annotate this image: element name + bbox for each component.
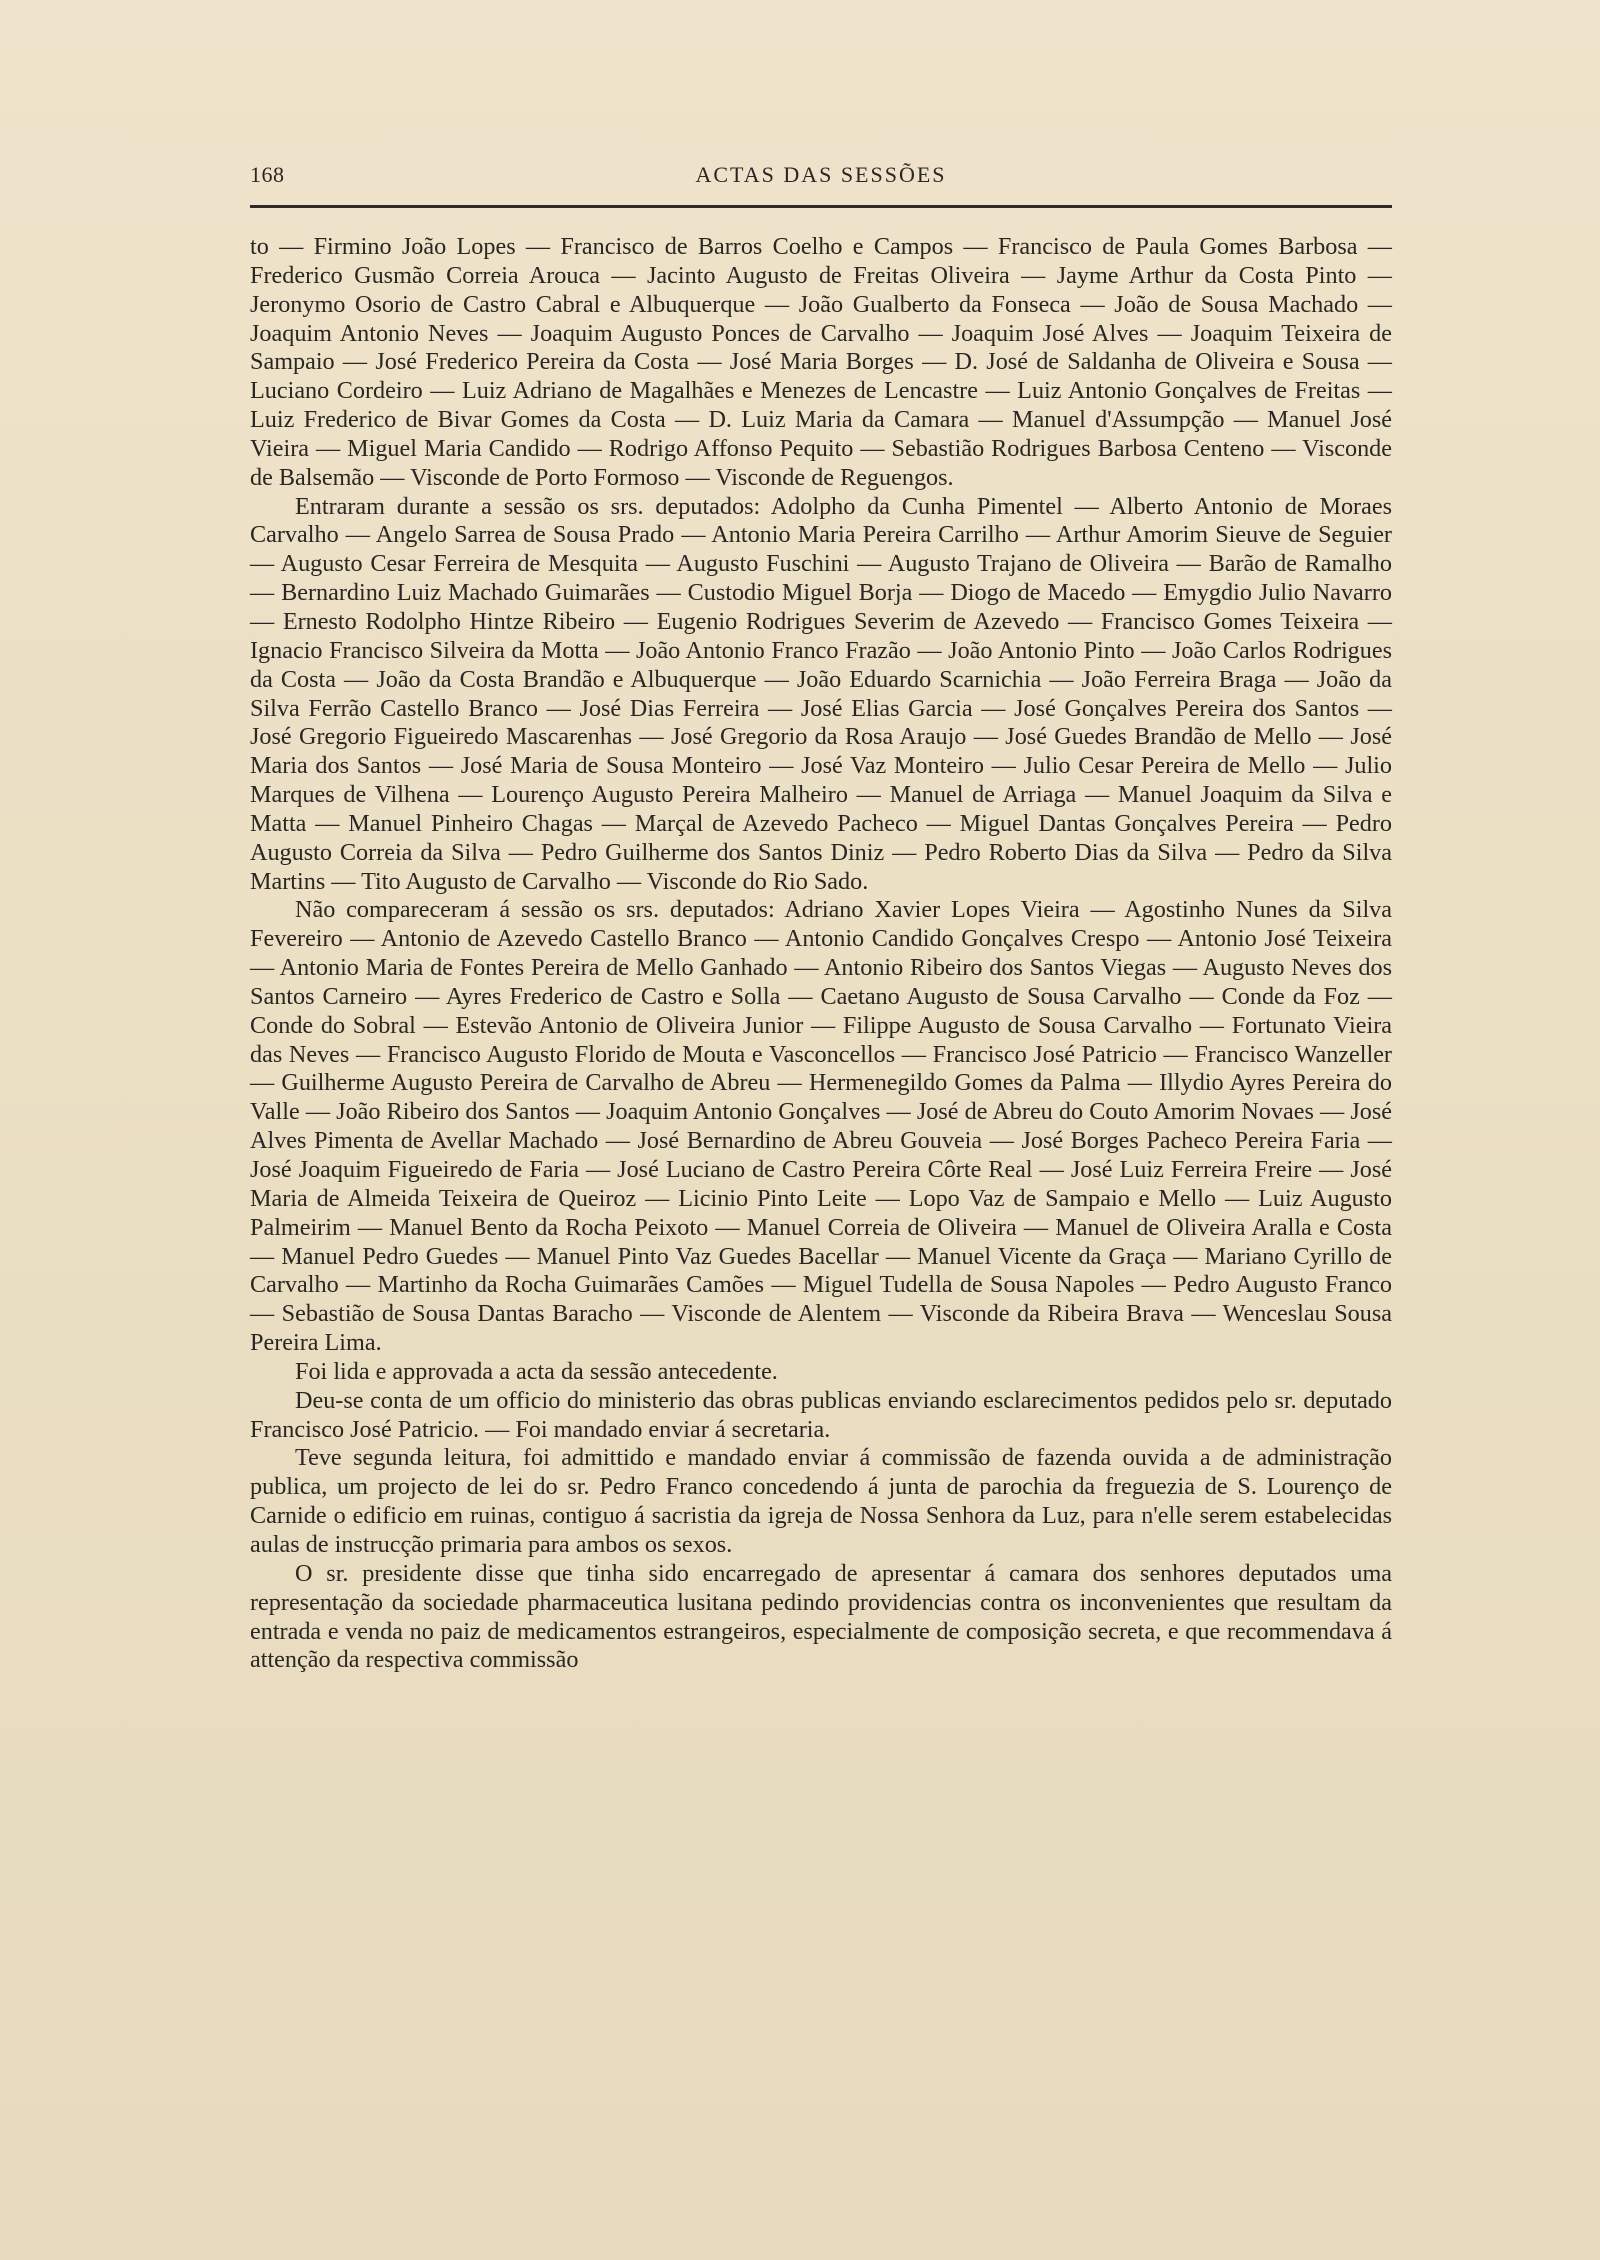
page-number: 168 bbox=[250, 162, 285, 187]
paragraph-minutes-approved: Foi lida e approvada a acta da sessão antecedente. bbox=[295, 1357, 778, 1385]
page-header bbox=[250, 162, 1392, 202]
paragraph-president-representation: O sr. presidente disse que tinha sido encarregado de apresentar á camara dos senhores deputados uma representação da sociedade pharmaceutica lusitana pedindo providencias contra os inconvenientes que resultam da entrada e venda no paiz de medicamentos estrangeiros, especialmente de composição secreta, e que recommendava á attenção da respectiva commissão bbox=[250, 1559, 1392, 1674]
paragraph-ministry-office: Deu-se conta de um officio do ministerio das obras publicas enviando esclarecimentos pedidos pelo sr. deputado Francisco José Patricio. — Foi mandado enviar á secretaria. bbox=[250, 1386, 1392, 1443]
paragraph-present-deputies-continued: to — Firmino João Lopes — Francisco de Barros Coelho e Campos — Francisco de Paula Gomes Barbosa — Frederico Gusmão Correia Arouca — Jacinto Augusto de Freitas Oliveira — Jayme Arthur da Costa Pinto — Jeronymo Osorio de Castro Cabral e Albuquerque — João Gualberto da Fonseca — João de Sousa Machado — Joaquim Antonio Neves — Joaquim Augusto Ponces de Carvalho — Joaquim José Alves — Joaquim Teixeira de Sampaio — José Frederico Pereira da Costa — José Maria Borges — D. José de Saldanha de Oliveira e Sousa — Luciano Cordeiro — Luiz Adriano de Magalhães e Menezes de Lencastre — Luiz Antonio Gonçalves de Freitas — Luiz Frederico de Bivar Gomes da Costa — D. Luiz Maria da Camara — Manuel d'Assumpção — Manuel José Vieira — Miguel Maria Candido — Rodrigo Affonso Pequito — Sebastião Rodrigues Barbosa Centeno — Visconde de Balsemão — Visconde de Porto Formoso — Visconde de Reguengos. bbox=[250, 233, 1392, 491]
paragraph-entered-during-session: Entraram durante a sessão os srs. deputados: Adolpho da Cunha Pimentel — Alberto Antonio de Moraes Carvalho — Angelo Sarrea de Sousa Prado — Antonio Maria Pereira Carrilho — Arthur Amorim Sieuve de Seguier — Augusto Cesar Ferreira de Mesquita — Augusto Fuschini — Augusto Trajano de Oliveira — Barão de Ramalho — Bernardino Luiz Machado Guimarães — Custodio Miguel Borja — Diogo de Macedo — Emygdio Julio Navarro — Ernesto Rodolpho Hintze Ribeiro — Eugenio Rodrigues Severim de Azevedo — Francisco Gomes Teixeira — Ignacio Francisco Silveira da Motta — João Antonio Franco Frazão — João Antonio Pinto — João Carlos Rodrigues da Costa — João da Costa Brandão e Albuquerque — João Eduardo Scarnichia — João Ferreira Braga — João da Silva Ferrão Castello Branco — José Dias Ferreira — José Elias Garcia — José Gonçalves Pereira dos Santos — José Gregorio Figueiredo Mascarenhas — José Gregorio da Rosa Araujo — José Guedes Brandão de Mello — José Maria dos Santos — José Maria de Sousa Monteiro — José Vaz Monteiro — Julio Cesar Pereira de Mello — Julio Marques de Vilhena — Lourenço Augusto Pereira Malheiro — Manuel de Arriaga — Manuel Joaquim da Silva e Matta — Manuel Pinheiro Chagas — Marçal de Azevedo Pacheco — Miguel Dantas Gonçalves Pereira — Pedro Augusto Correia da Silva — Pedro Guilherme dos Santos Diniz — Pedro Roberto Dias da Silva — Pedro da Silva Martins — Tito Augusto de Carvalho — Visconde do Rio Sado. bbox=[250, 492, 1392, 895]
body-text bbox=[250, 233, 1392, 1675]
paragraph-second-reading: Teve segunda leitura, foi admittido e mandado enviar á commissão de fazenda ouvida a de administração publica, um projecto de lei do sr. Pedro Franco concedendo á junta de parochia da freguezia de S. Lourenço de Carnide o edificio em ruinas, contiguo á sacristia da igreja de Nossa Senhora da Luz, para n'elle serem estabelecidas aulas de instrucção primaria para ambos os sexos. bbox=[250, 1444, 1392, 1558]
paragraph-absent-deputies: Não compareceram á sessão os srs. deputados: Adriano Xavier Lopes Vieira — Agostinho Nunes da Silva Fevereiro — Antonio de Azevedo Castello Branco — Antonio Candido Gonçalves Crespo — Antonio José Teixeira — Antonio Maria de Fontes Pereira de Mello Ganhado — Antonio Ribeiro dos Santos Viegas — Augusto Neves dos Santos Carneiro — Ayres Frederico de Castro e Solla — Caetano Augusto de Sousa Carvalho — Conde da Foz — Conde do Sobral — Estevão Antonio de Oliveira Junior — Filippe Augusto de Sousa Carvalho — Fortunato Vieira das Neves — Francisco Augusto Florido de Mouta e Vasconcellos — Francisco José Patricio — Francisco Wanzeller — Guilherme Augusto Pereira de Carvalho de Abreu — Hermenegildo Gomes da Palma — Illydio Ayres Pereira do Valle — João Ribeiro dos Santos — Joaquim Antonio Gonçalves — José de Abreu do Couto Amorim Novaes — José Alves Pimenta de Avellar Machado — José Bernardino de Abreu Gouveia — José Borges Pacheco Pereira Faria — José Joaquim Figueiredo de Faria — José Luciano de Castro Pereira Côrte Real — José Luiz Ferreira Freire — José Maria de Almeida Teixeira de Queiroz — Licinio Pinto Leite — Lopo Vaz de Sampaio e Mello — Luiz Augusto Palmeirim — Manuel Bento da Rocha Peixoto — Manuel Correia de Oliveira — Manuel de Oliveira Aralla e Costa — Manuel Pedro Guedes — Manuel Pinto Vaz Guedes Bacellar — Manuel Vicente da Graça — Mariano Cyrillo de Carvalho — Martinho da Rocha Guimarães Camões — Miguel Tudella de Sousa Napoles — Pedro Augusto Franco — Sebastião de Sousa Dantas Baracho — Visconde de Alentem — Visconde da Ribeira Brava — Wenceslau Sousa Pereira Lima. bbox=[250, 896, 1392, 1357]
header-rule bbox=[250, 205, 1392, 208]
running-head: ACTAS DAS SESSÕES bbox=[695, 162, 947, 187]
